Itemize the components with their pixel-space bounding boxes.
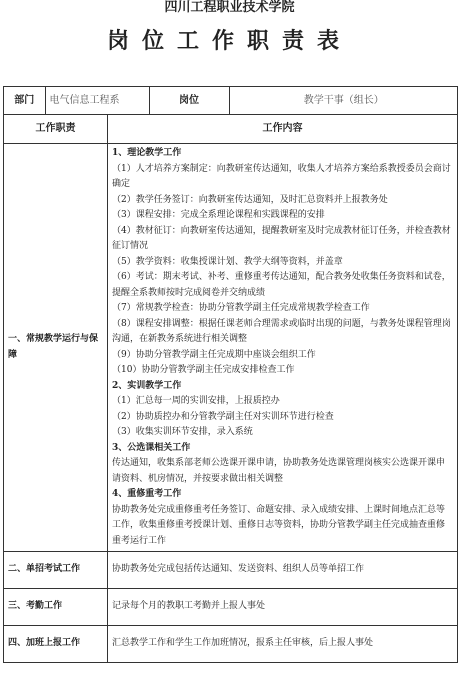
- duty-table: [3, 86, 458, 663]
- section-title: 3、公选课相关工作: [112, 442, 191, 453]
- section-title: 1、理论教学工作: [112, 148, 182, 158]
- list-item: （5）教学资料：收集授课计划、教学大纲等资料，并盖章: [112, 256, 343, 267]
- list-item: （1）人才培养方案制定：向教研室传达通知，收集人才培养方案给系教授委员会商讨确定: [112, 163, 451, 189]
- column-header-row: [4, 115, 458, 144]
- duty-row-4: [4, 626, 458, 663]
- org-name: 四川工程职业技术学院: [164, 0, 295, 15]
- list-item: （10）协助分管教学副主任完成安排检查工作: [112, 365, 295, 375]
- list-item: （4）教材征订：向教研室传达通知，提醒教研室及时完成教材征订任务，并检查教材征订情况: [112, 225, 451, 251]
- header-info-row: [4, 87, 458, 115]
- list-item: （1）汇总每一周的实训安排，上报质控办: [112, 396, 280, 406]
- duty-cell-1: 一、常规教学运行与保障: [4, 144, 108, 552]
- col-header-content: 工作内容: [108, 115, 458, 144]
- section-3: [112, 441, 453, 488]
- duty-cell-4: 四、加班上报工作: [4, 626, 108, 663]
- post-label: 岗位: [149, 87, 229, 114]
- dept-value: 电气信息工程系: [45, 87, 149, 114]
- section-title: 4、重修重考工作: [112, 489, 182, 499]
- list-item: 传达通知，收集系部老师公选课开课申请，协助教务处选课管理岗核实公选课开课申请资料、机房情况，并按要求做出相关调整: [112, 458, 446, 484]
- col-header-duty: 工作职责: [4, 115, 108, 144]
- list-item: （3）收集实训环节安排，录入系统: [112, 427, 253, 437]
- duty-row-2: [4, 552, 458, 589]
- dept-label: 部门: [4, 87, 45, 114]
- content-cell-3: 记录每个月的教职工考勤并上报人事处: [108, 589, 458, 626]
- list-item: （6）考试：期末考试、补考、重修重考传达通知，配合教务处收集任务资料和试卷，提醒全系教师按时完成阅卷并交纳成绩: [112, 272, 451, 298]
- section-1: [112, 146, 453, 379]
- list-item: 协助教务处完成重修重考任务签订、命题安排、录入成绩安排、上课时间地点汇总等工作，收集重修重考授课计划、重修日志等资料，协助分管教学副主任完成抽查重修重考运行工作: [112, 504, 446, 546]
- list-item: （2）教学任务签订：向教研室传达通知，及时汇总资料并上报教务处: [112, 194, 388, 205]
- duty-row-1: [4, 144, 458, 552]
- content-cell-1: [108, 144, 458, 552]
- list-item: （8）课程安排调整：根据任课老师合理需求或临时出现的问题，与教务处课程管理岗沟通，在新教务系统进行相关调整: [112, 318, 451, 344]
- duty-cell-3: 三、考勤工作: [4, 589, 108, 626]
- content-cell-2: 协助教务处完成包括传达通知、发送资料、组织人员等单招工作: [108, 552, 458, 589]
- duty-row-3: [4, 589, 458, 626]
- list-item: （7）常规教学检查：协助分管教学副主任完成常规教学检查工作: [112, 303, 370, 313]
- duty-cell-2: 二、单招考试工作: [4, 552, 108, 589]
- list-item: （3）课程安排：完成全系理论课程和实践课程的安排: [112, 210, 325, 220]
- section-2: [112, 379, 453, 441]
- post-value: 教学干事（组长）: [229, 87, 458, 114]
- content-cell-4: 汇总教学工作和学生工作加班情况，报系主任审核，后上报人事处: [108, 626, 458, 663]
- list-item: （9）协助分管教学副主任完成期中座谈会组织工作: [112, 349, 316, 360]
- document-title: 岗位工作职责表: [106, 28, 352, 54]
- section-title: 2、实训教学工作: [112, 380, 182, 391]
- list-item: （2）协助质控办和分管教学副主任对实训环节进行检查: [112, 411, 334, 422]
- section-4: [112, 487, 453, 549]
